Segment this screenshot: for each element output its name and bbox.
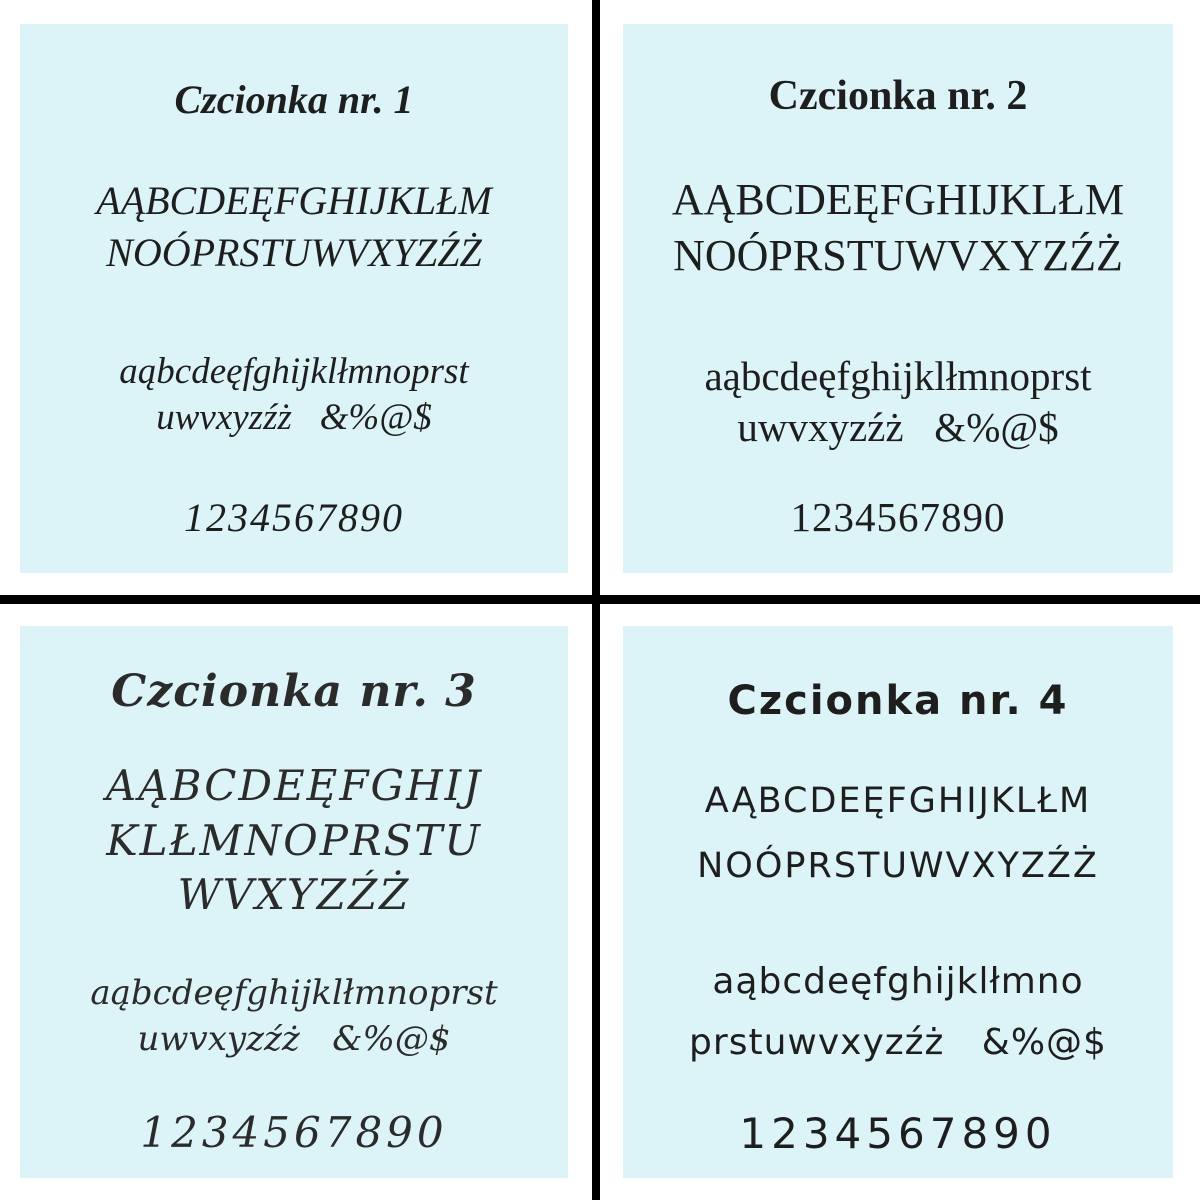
- lowercase-symbols-line: prstuwvxyzźż &%@$: [689, 1021, 1107, 1063]
- font-1-uppercase-sample: [96, 175, 492, 279]
- font-1-digits-sample: 1234567890: [184, 494, 404, 540]
- font-4-uppercase-sample: [697, 769, 1099, 899]
- uppercase-line: AĄBCDEĘFGHIJKLŁM: [704, 781, 1092, 821]
- uppercase-line: WVXYZŹŻ: [177, 870, 411, 920]
- font-sample-panel-3: [20, 626, 568, 1178]
- uppercase-line: KLŁMNOPRSTU: [106, 815, 482, 865]
- font-3-digits-sample: 1234567890: [140, 1107, 448, 1157]
- font-2-uppercase-sample: [672, 172, 1124, 285]
- font-3-title: Czcionka nr. 3: [111, 666, 477, 717]
- lowercase-line: aąbcdeęfghijklłmnoprst: [90, 972, 498, 1013]
- font-sample-panel-1: [20, 24, 568, 573]
- font-sample-panel-2: [623, 24, 1173, 573]
- font-2-title: Czcionka nr. 2: [768, 73, 1028, 119]
- lowercase-line: aąbcdeęfghijklłmno: [712, 960, 1084, 1002]
- font-sample-panel-4: [623, 626, 1173, 1178]
- uppercase-line: NOÓPRSTUWVXYZŹŻ: [673, 231, 1123, 281]
- uppercase-line: AĄBCDEĘFGHIJ: [105, 761, 483, 810]
- lowercase-line: aąbcdeęfghijklłmnoprst: [704, 352, 1092, 399]
- uppercase-line: AĄBCDEĘFGHIJKLŁM: [671, 175, 1125, 224]
- font-1-title: Czcionka nr. 1: [174, 77, 414, 122]
- lowercase-symbols-line: uwvxyzźż &%@$: [137, 1018, 451, 1059]
- font-2-lowercase-sample: [704, 351, 1091, 454]
- uppercase-line: NOÓPRSTUWVXYZŹŻ: [697, 845, 1099, 886]
- font-4-title: Czcionka nr. 4: [727, 678, 1069, 724]
- uppercase-line: NOÓPRSTUWVXYZŹŻ: [106, 230, 482, 275]
- lowercase-symbols-line: uwvxyzźż &%@$: [737, 403, 1059, 450]
- font-3-uppercase-sample: [106, 759, 482, 923]
- font-4-digits-sample: 1234567890: [739, 1108, 1057, 1158]
- font-2-digits-sample: 1234567890: [790, 494, 1006, 541]
- lowercase-line: aąbcdeęfghijklłmnoprst: [119, 351, 469, 392]
- uppercase-line: AĄBCDEĘFGHIJKLŁM: [96, 178, 492, 223]
- font-3-lowercase-sample: [90, 971, 497, 1063]
- lowercase-symbols-line: uwvxyzźż &%@$: [156, 397, 432, 439]
- font-1-lowercase-sample: [119, 349, 468, 442]
- font-4-lowercase-sample: [689, 951, 1107, 1073]
- horizontal-divider-line: [0, 595, 1200, 604]
